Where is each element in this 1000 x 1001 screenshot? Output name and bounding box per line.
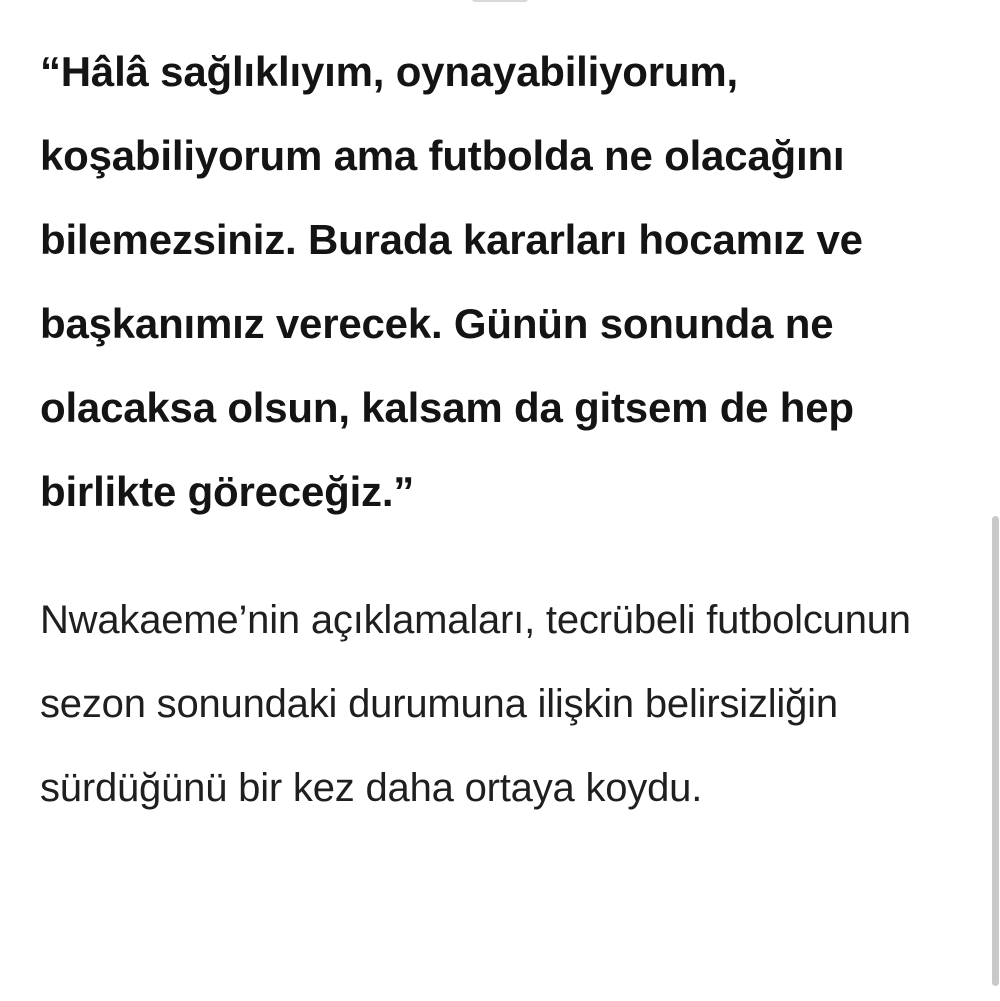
pull-quote-paragraph: “Hâlâ sağlıklıyım, oynayabiliyorum, koşabiliyorum ama futbolda ne olacağını bilemezsiniz. Burada kararları hocamız ve başkanımız verecek. Günün sonunda ne olacaksa olsun, kalsam da gitsem de hep birlikte göreceğiz.” <box>40 48 863 515</box>
body-paragraph: Nwakaeme’nin açıklamaları, tecrübeli futbolcunun sezon sonundaki durumuna ilişkin belirsizliğin sürdüğünü bir kez daha ortaya koydu. <box>40 598 911 810</box>
scrollbar-thumb[interactable] <box>992 516 999 986</box>
clipped-glyph <box>472 0 528 2</box>
vertical-scrollbar[interactable] <box>990 0 1000 1001</box>
clipped-text-above <box>0 0 1000 4</box>
